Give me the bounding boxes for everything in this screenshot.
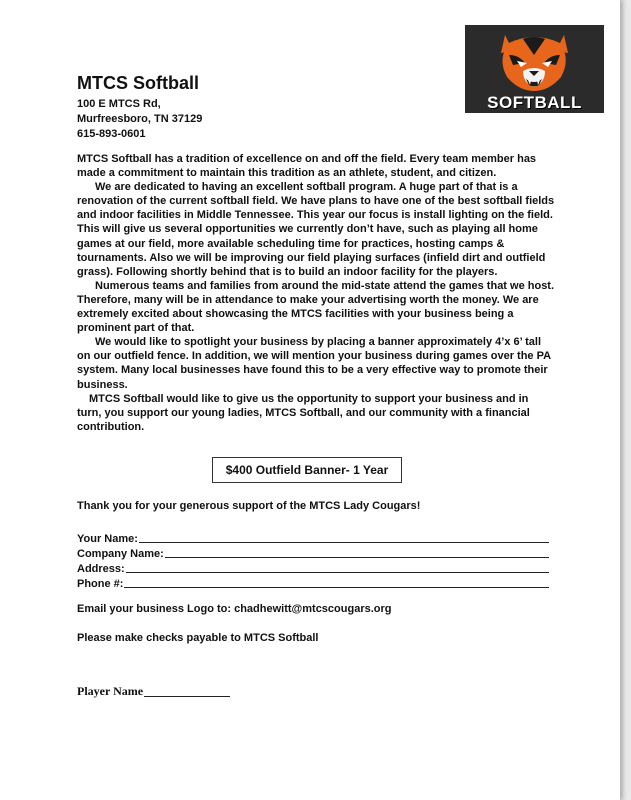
logo-softball-text: SOFTBALL: [487, 93, 582, 112]
player-name-label: Player Name: [77, 684, 144, 698]
address-block: [77, 97, 202, 142]
address-line[interactable]: [126, 572, 549, 573]
sponsor-form: [77, 530, 549, 590]
your-name-line[interactable]: [139, 542, 549, 543]
team-logo: [465, 25, 604, 113]
address-field[interactable]: [77, 560, 549, 575]
phone-label: Phone #:: [77, 578, 124, 590]
phone-field[interactable]: [77, 575, 549, 590]
phone-line[interactable]: [124, 587, 549, 588]
company-name-label: Company Name:: [77, 548, 164, 560]
your-name-label: Your Name:: [77, 533, 138, 545]
paragraph-renovation: We are dedicated to having an excellent softball program. A huge part of that is a renovation of the current softball field. We have plans to have one of the best softball fields and indoor facilities in Middle Tennessee. This year our focus is install lighting on the field. This will give us several opportunities we currently don’t have, such as playing all home games at our field, more available scheduling time for practices, hosting camps & tournaments. Also we will be improving our field playing surfaces (infield dirt and outfield grass). Following shortly behind that is to build an indoor facility for the players.: [77, 181, 555, 278]
player-name-line[interactable]: [144, 684, 230, 697]
thanks-line: Thank you for your generous support of the MTCS Lady Cougars!: [77, 500, 421, 512]
checks-instructions: Please make checks payable to MTCS Softball: [77, 632, 319, 644]
email-instructions: Email your business Logo to: chadhewitt@mtcscougars.org: [77, 603, 392, 615]
paragraph-banner: We would like to spotlight your business by placing a banner approximately 4’x 6’ tall on our outfield fence. In addition, we will mention your business during games over the PA system. Many local businesses have found this to be a very effective way to promote their business.: [77, 336, 551, 391]
address-label: Address:: [77, 563, 125, 575]
page-title: MTCS Softball: [77, 73, 199, 93]
company-name-field[interactable]: [77, 545, 549, 560]
paragraph-tradition: MTCS Softball has a tradition of excellence on and off the field. Every team member has made a commitment to maintain this tradition as an athlete, student, and citizen.: [77, 153, 537, 180]
company-name-line[interactable]: [165, 557, 549, 558]
paragraph-attendance: Numerous teams and families from around the mid-state attend the games that we host. Therefore, many will be in attendance to make your advertising worth the money. We are extremely excited about showcasing the MTCS facilities with your business being a prominent part of that.: [77, 279, 555, 335]
address-phone: 615-893-0601: [77, 128, 146, 140]
player-name-field[interactable]: [77, 684, 230, 699]
address-street: 100 E MTCS Rd,: [77, 98, 161, 110]
address-city: Murfreesboro, TN 37129: [77, 113, 203, 125]
paragraph-support: MTCS Softball would like to give us the opportunity to support your business and in turn, you support our young ladies, MTCS Softball, and our community with a financial contribution.: [77, 392, 530, 433]
your-name-field[interactable]: [77, 530, 549, 545]
banner-offer-box: $400 Outfield Banner- 1 Year: [212, 457, 402, 483]
letter-body: [77, 152, 555, 434]
